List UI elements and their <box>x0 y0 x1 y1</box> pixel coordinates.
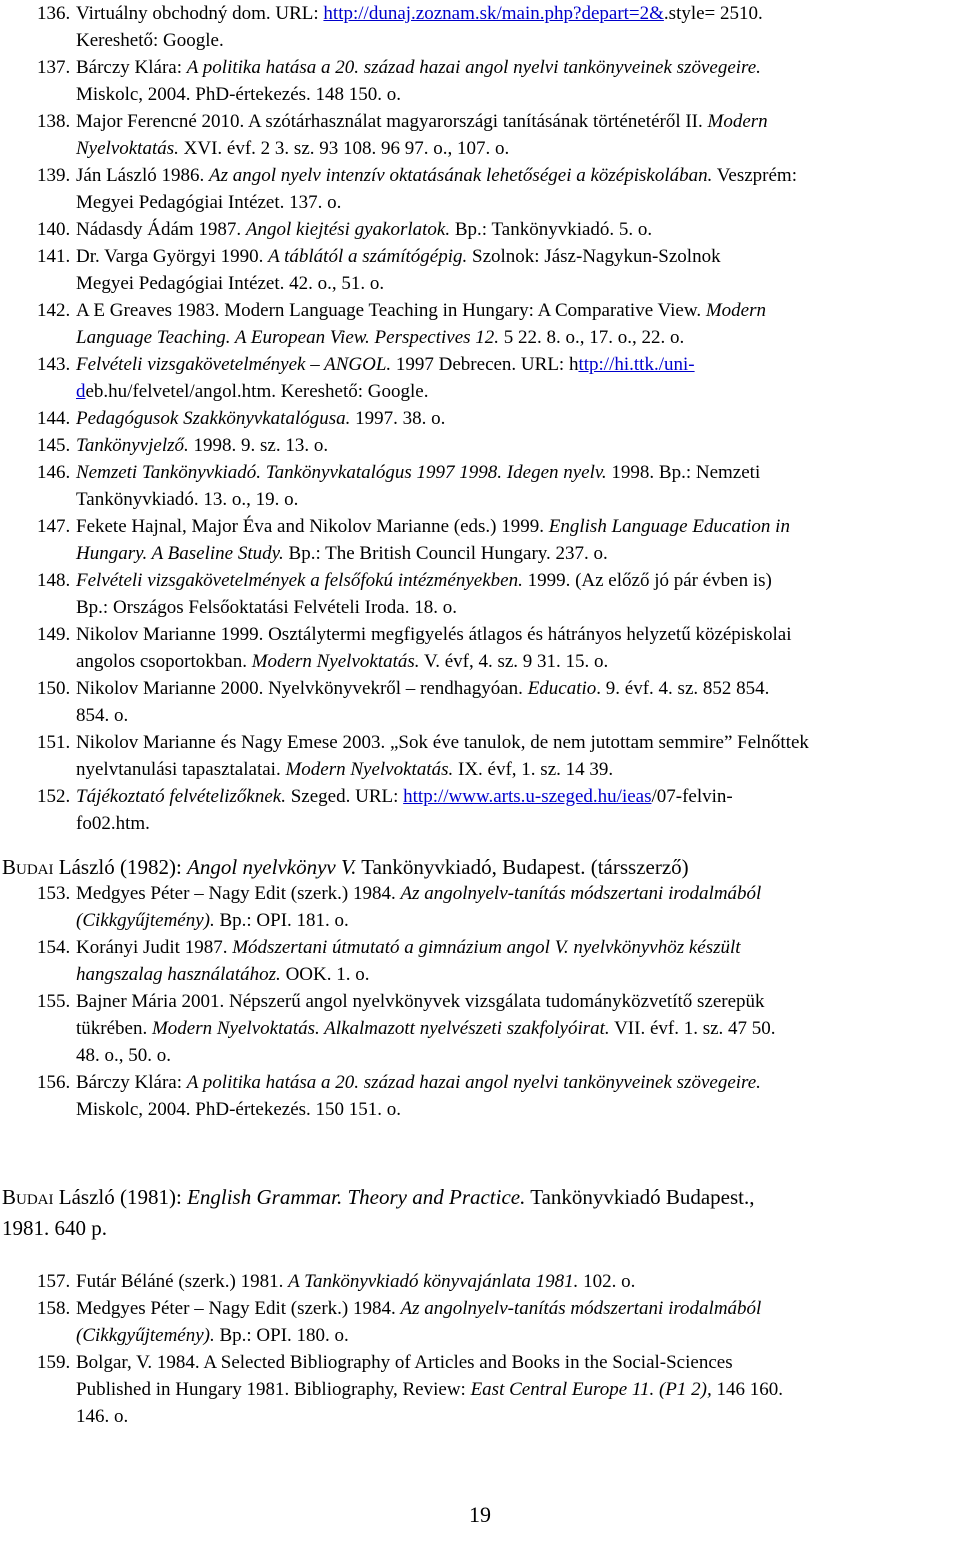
entry-text: /07-felvin- <box>651 786 733 807</box>
entry-text: A E Greaves 1983. Modern Language Teaching in Hungary: A Comparative View. <box>76 300 706 321</box>
bibliography-entry <box>37 54 955 108</box>
entry-text: 146 160. <box>711 1379 783 1400</box>
entry-line <box>37 270 955 297</box>
italic-title: Modern Nyelvoktatás. Alkalmazott nyelvészeti szakfolyóirat. <box>151 1018 610 1039</box>
entry-line <box>37 513 955 540</box>
entry-line <box>37 1322 955 1349</box>
entry-line <box>37 351 955 378</box>
italic-title: A Tankönyvkiadó könyvajánlata 1981. <box>288 1271 579 1292</box>
entry-text: Tankönyvkiadó. 13. o., 19. o. <box>76 489 299 510</box>
entry-text: 102. o. <box>578 1271 636 1292</box>
italic-title: Az angol nyelv intenzív oktatásának lehetőségei a középiskolában. <box>208 165 713 186</box>
entry-line <box>37 567 955 594</box>
bibliography-entry <box>37 729 955 783</box>
heading-after: László (1981): <box>53 1185 188 1209</box>
entry-line <box>37 621 955 648</box>
entry-line <box>37 486 955 513</box>
italic-title: Modern <box>707 111 768 132</box>
entry-text: Virtuálny obchodný dom. URL: <box>76 3 324 24</box>
entry-text: tükrében. <box>76 1018 152 1039</box>
italic-title: A politika hatása a 20. század hazai angol nyelvi tankönyveinek szövegeire. <box>186 1072 761 1093</box>
entry-text: nyelvtanulási tapasztalatai. <box>76 759 286 780</box>
url-link[interactable]: http://www.arts.u-szeged.hu/ieas <box>403 786 652 807</box>
italic-title: (Cikkgyűjtemény). <box>76 910 215 931</box>
italic-title: Language Teaching. A European View. Perspectives 12. <box>76 327 500 348</box>
entry-text: Veszprém: <box>712 165 797 186</box>
entry-text: Published in Hungary 1981. Bibliography, Review: <box>76 1379 471 1400</box>
heading-after: László (1982): <box>53 855 188 879</box>
entry-number: 159. <box>37 1352 71 1373</box>
section-heading-1981 <box>2 1183 957 1242</box>
entry-line <box>37 0 955 27</box>
entry-text: Bárczy Klára: <box>76 1072 187 1093</box>
entry-line <box>37 81 955 108</box>
author-caps-rest: UDAI <box>16 862 54 878</box>
entry-text: Bolgar, V. 1984. A Selected Bibliography of Articles and Books in the Social-Sciences <box>76 1352 733 1373</box>
entry-text: angolos csoportokban. <box>76 651 252 672</box>
entry-line <box>37 297 955 324</box>
italic-title: Hungary. A Baseline Study. <box>76 543 284 564</box>
entry-line <box>37 1069 955 1096</box>
entry-line <box>37 1295 955 1322</box>
entry-text: 854. o. <box>76 705 129 726</box>
entry-text: Szeged. URL: <box>285 786 404 807</box>
entry-text: Miskolc, 2004. PhD-értekezés. 148 150. o. <box>76 84 402 105</box>
entry-text: Bp.: Tankönyvkiadó. 5. o. <box>450 219 653 240</box>
entry-line <box>37 675 955 702</box>
italic-title: Tájékoztató felvételizőknek. <box>76 786 286 807</box>
bibliography-entry <box>37 513 955 567</box>
entry-number: 139. <box>37 165 71 186</box>
italic-title: Modern Nyelvoktatás. <box>251 651 420 672</box>
entry-number: 141. <box>37 246 71 267</box>
entry-number: 153. <box>37 883 71 904</box>
entry-number: 147. <box>37 516 71 537</box>
entry-text: fo02.htm. <box>76 813 150 834</box>
bibliography-entry <box>37 1349 955 1430</box>
bibliography-entry <box>37 675 955 729</box>
entry-line <box>37 1376 955 1403</box>
entry-line <box>37 378 955 405</box>
entry-line <box>37 594 955 621</box>
entry-line <box>37 1403 955 1430</box>
entry-text: Bp.: OPI. 181. o. <box>214 910 349 931</box>
entry-number: 143. <box>37 354 71 375</box>
entry-line <box>37 961 955 988</box>
italic-title: Nyelvoktatás. <box>76 138 179 159</box>
entry-text: . 9. évf. 4. sz. 852 854. <box>596 678 770 699</box>
entry-text: Dr. Varga Györgyi 1990. <box>76 246 269 267</box>
entry-text: Ján László 1986. <box>76 165 209 186</box>
entry-text: Medgyes Péter – Nagy Edit (szerk.) 1984. <box>76 1298 401 1319</box>
entry-number: 137. <box>37 57 71 78</box>
entry-number: 154. <box>37 937 71 958</box>
entry-text: Szolnok: Jász-Nagykun-Szolnok <box>467 246 721 267</box>
entry-line <box>37 810 955 837</box>
entry-line <box>37 324 955 351</box>
entry-text: Bajner Mária 2001. Népszerű angol nyelvkönyvek vizsgálata tudományközvetítő szerepük <box>76 991 765 1012</box>
bibliography-entry <box>37 1069 955 1123</box>
bibliography-entry <box>37 216 955 243</box>
entry-line <box>37 405 955 432</box>
entry-text: Nikolov Marianne és Nagy Emese 2003. „Sok éve tanulok, de nem jutottam semmire” Felnőttek <box>76 732 809 753</box>
author-caps-initial: B <box>2 855 17 879</box>
bibliography-entry <box>37 567 955 621</box>
bibliography-entry <box>37 0 955 54</box>
url-link[interactable]: http://dunaj.zoznam.sk/main.php?depart=2& <box>323 3 664 24</box>
entry-text: Megyei Pedagógiai Intézet. 42. o., 51. o. <box>76 273 385 294</box>
entry-line <box>37 729 955 756</box>
entry-text: XVI. évf. 2 3. sz. 93 108. 96 97. o., 107. o. <box>178 138 510 159</box>
italic-title: Nemzeti Tankönyvkiadó. Tankönyvkatalógus 1997 1998. Idegen nyelv. <box>76 462 607 483</box>
entry-number: 149. <box>37 624 71 645</box>
italic-title: Pedagógusok Szakkönyvkatalógusa. <box>76 408 351 429</box>
author-caps-initial: B <box>2 1185 17 1209</box>
entry-number: 146. <box>37 462 71 483</box>
entry-number: 136. <box>37 3 71 24</box>
entry-line <box>37 907 955 934</box>
bibliography-entry <box>37 880 955 934</box>
italic-title: Educatio <box>527 678 597 699</box>
entry-number: 142. <box>37 300 71 321</box>
bibliography-entry <box>37 988 955 1069</box>
bibliography-entry <box>37 459 955 513</box>
entry-text: 1997 Debrecen. URL: h <box>391 354 579 375</box>
italic-title: A politika hatása a 20. század hazai angol nyelvi tankönyveinek szövegeire. <box>186 57 761 78</box>
entry-line <box>37 108 955 135</box>
entry-number: 155. <box>37 991 71 1012</box>
heading-title: Angol nyelvkönyv V. <box>187 855 357 879</box>
entry-text: Kereshető: Google. <box>76 30 224 51</box>
bibliography-entry <box>37 297 955 351</box>
entry-line <box>37 432 955 459</box>
bibliography-entry <box>37 1295 955 1349</box>
entry-text: Bp.: Országos Felsőoktatási Felvételi Iroda. 18. o. <box>76 597 457 618</box>
italic-title: Modern <box>705 300 766 321</box>
entry-text: VII. évf. 1. sz. 47 50. <box>609 1018 776 1039</box>
entry-line <box>37 988 955 1015</box>
entry-line <box>37 459 955 486</box>
entry-text: Fekete Hajnal, Major Éva and Nikolov Marianne (eds.) 1999. <box>76 516 549 537</box>
author-caps-rest: UDAI <box>16 1192 54 1208</box>
italic-title: Az angolnyelv-tanítás módszertani irodalmából <box>400 883 762 904</box>
entry-number: 140. <box>37 219 71 240</box>
bibliography-entry <box>37 108 955 162</box>
italic-title: Modern Nyelvoktatás. <box>285 759 454 780</box>
entry-line <box>37 540 955 567</box>
entry-number: 148. <box>37 570 71 591</box>
entry-text: 146. o. <box>76 1406 129 1427</box>
entry-text: Bp.: OPI. 180. o. <box>214 1325 349 1346</box>
entry-text: 1999. (Az előző jó pár évben is) <box>522 570 772 591</box>
heading-rest: Tankönyvkiadó, Budapest. (társszerző) <box>356 855 689 879</box>
bibliography-entry <box>37 1268 955 1295</box>
entry-line <box>37 1015 955 1042</box>
entry-text: Bárczy Klára: <box>76 57 187 78</box>
entry-text: 48. o., 50. o. <box>76 1045 171 1066</box>
italic-title: East Central Europe 11. (P1 2), <box>470 1379 712 1400</box>
entry-text: Nikolov Marianne 1999. Osztálytermi megfigyelés átlagos és hátrányos helyzetű középiskolai <box>76 624 792 645</box>
entry-line <box>37 243 955 270</box>
entry-text: .style= 2510. <box>663 3 763 24</box>
entry-number: 151. <box>37 732 71 753</box>
entry-text: Medgyes Péter – Nagy Edit (szerk.) 1984. <box>76 883 401 904</box>
entry-text: 1998. Bp.: Nemzeti <box>606 462 761 483</box>
heading-line-2: 1981. 640 p. <box>2 1216 107 1240</box>
entry-line <box>37 934 955 961</box>
entry-text: Major Ferencné 2010. A szótárhasználat magyarországi tanításának történetéről II. <box>76 111 708 132</box>
entry-line <box>37 135 955 162</box>
entry-line <box>37 1042 955 1069</box>
bibliography-entry <box>37 783 955 837</box>
entry-line <box>37 783 955 810</box>
entry-number: 152. <box>37 786 71 807</box>
heading-line-1 <box>2 1183 957 1214</box>
bibliography-entry <box>37 351 955 405</box>
italic-title: Angol kiejtési gyakorlatok. <box>245 219 451 240</box>
bibliography-entry <box>37 432 955 459</box>
entry-text: Korányi Judit 1987. <box>76 937 233 958</box>
entry-text: Futár Béláné (szerk.) 1981. <box>76 1271 289 1292</box>
url-link[interactable]: d <box>76 381 86 402</box>
entry-text: 1998. 9. sz. 13. o. <box>188 435 329 456</box>
italic-title: (Cikkgyűjtemény). <box>76 1325 215 1346</box>
heading-title: English Grammar. Theory and Practice. <box>187 1185 526 1209</box>
entry-text: IX. évf, 1. sz. 14 39. <box>453 759 614 780</box>
italic-title: hangszalag használatához. <box>76 964 281 985</box>
entry-line <box>37 756 955 783</box>
entry-text: Miskolc, 2004. PhD-értekezés. 150 151. o. <box>76 1099 402 1120</box>
italic-title: Tankönyvjelző. <box>76 435 189 456</box>
entry-text: Bp.: The British Council Hungary. 237. o. <box>283 543 608 564</box>
entry-line <box>37 216 955 243</box>
entry-number: 156. <box>37 1072 71 1093</box>
bibliography-entry <box>37 243 955 297</box>
italic-title: Felvételi vizsgakövetelmények – ANGOL. <box>76 354 392 375</box>
bibliography-entry <box>37 405 955 432</box>
entry-text: 1997. 38. o. <box>350 408 446 429</box>
entry-text: V. évf, 4. sz. 9 31. 15. o. <box>419 651 609 672</box>
entry-text: Nádasdy Ádám 1987. <box>76 219 246 240</box>
entry-number: 157. <box>37 1271 71 1292</box>
entry-line <box>37 1349 955 1376</box>
page-number: 19 <box>469 1502 491 1527</box>
entry-line <box>37 27 955 54</box>
entry-line <box>37 648 955 675</box>
entry-line <box>37 1268 955 1295</box>
entry-line <box>37 162 955 189</box>
entry-line <box>37 880 955 907</box>
entry-number: 158. <box>37 1298 71 1319</box>
italic-title: Az angolnyelv-tanítás módszertani irodalmából <box>400 1298 762 1319</box>
bibliography-entry <box>37 621 955 675</box>
italic-title: A táblától a számítógépig. <box>268 246 468 267</box>
entry-text: OOK. 1. o. <box>280 964 370 985</box>
italic-title: Módszertani útmutató a gimnázium angol V. nyelvkönyvhöz készült <box>232 937 741 958</box>
entry-text: Megyei Pedagógiai Intézet. 137. o. <box>76 192 342 213</box>
italic-title: Felvételi vizsgakövetelmények a felsőfokú intézményekben. <box>76 570 523 591</box>
url-link[interactable]: ttp://hi.ttk./uni- <box>578 354 695 375</box>
heading-rest: Tankönyvkiadó Budapest., <box>525 1185 755 1209</box>
entry-text: Nikolov Marianne 2000. Nyelvkönyvekről – rendhagyóan. <box>76 678 528 699</box>
entry-text: eb.hu/felvetel/angol.htm. Kereshető: Google. <box>85 381 429 402</box>
bibliography-entry <box>37 162 955 216</box>
entry-number: 144. <box>37 408 71 429</box>
entry-line <box>37 189 955 216</box>
entry-number: 150. <box>37 678 71 699</box>
bibliography-entry <box>37 934 955 988</box>
entry-number: 145. <box>37 435 71 456</box>
entry-line <box>37 1096 955 1123</box>
entry-text: 5 22. 8. o., 17. o., 22. o. <box>499 327 685 348</box>
entry-line <box>37 702 955 729</box>
entry-line <box>37 54 955 81</box>
italic-title: English Language Education in <box>548 516 790 537</box>
entry-number: 138. <box>37 111 71 132</box>
